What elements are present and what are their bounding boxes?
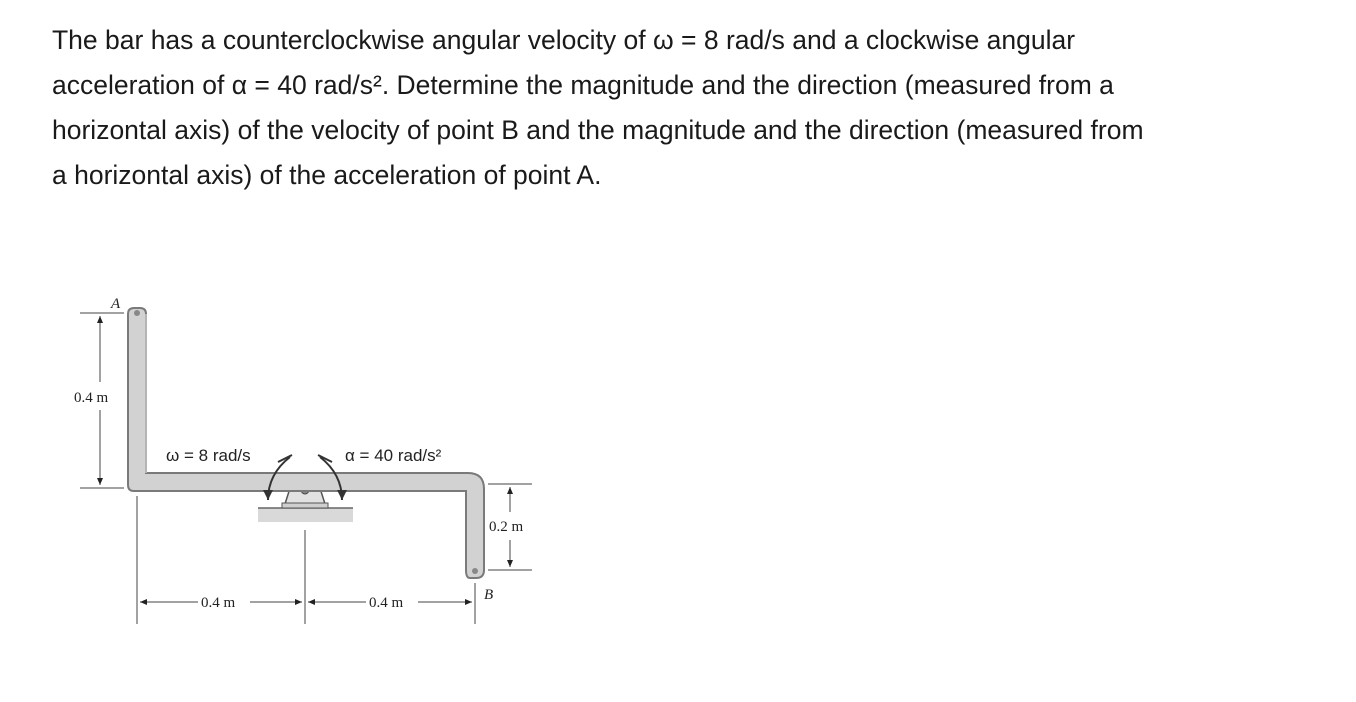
point-a-marker (134, 310, 140, 316)
point-b-marker (472, 568, 478, 574)
dim-bottom-right-label: 0.4 m (369, 595, 404, 611)
alpha-label: α = 40 rad/s² (345, 446, 442, 465)
ground-base (258, 508, 353, 522)
bent-bar (128, 308, 484, 578)
dim-right-vertical-label: 0.2 m (489, 519, 524, 535)
problem-line-4: a horizontal axis) of the acceleration of point A. (52, 160, 602, 190)
dim-bottom-left-label: 0.4 m (201, 595, 236, 611)
dim-left-vertical-label: 0.4 m (74, 390, 109, 406)
omega-label: ω = 8 rad/s (166, 446, 251, 465)
problem-line-2: acceleration of α = 40 rad/s². Determine the magnitude and the direction (measured from a (52, 70, 1114, 100)
point-b-label: B (484, 587, 494, 603)
problem-line-1: The bar has a counterclockwise angular velocity of ω = 8 rad/s and a clockwise angular (52, 25, 1076, 55)
problem-line-3: horizontal axis) of the velocity of point B and the magnitude and the direction (measured from (52, 115, 1144, 145)
point-a-label: A (111, 296, 121, 312)
